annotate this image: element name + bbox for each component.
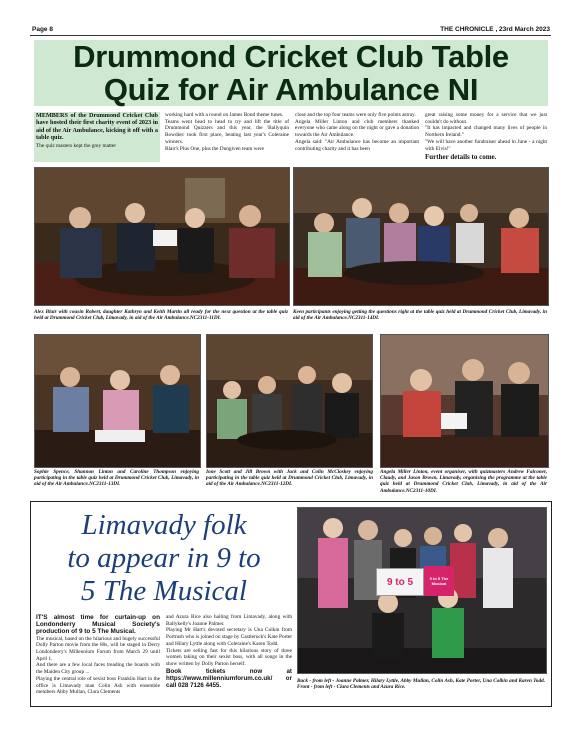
article1-column-3 bbox=[295, 112, 419, 152]
headline-banner bbox=[34, 40, 548, 106]
further-details: Further details to come. bbox=[425, 153, 497, 162]
photo-cast bbox=[297, 507, 547, 674]
caption-photo-1: Alex Blair with cousin Robert, daughter Kathryn and Keith Martin all ready for the next question at the table quiz held at Drummond Cricket Club, Limavady, in aid of the Air Ambulance.NC2311-11DL bbox=[34, 309, 288, 322]
photo-quiz-table-5 bbox=[380, 334, 549, 468]
musical-sign-number: 9 to 5 bbox=[386, 576, 414, 588]
musical-sign bbox=[376, 568, 424, 596]
caption-photo-4: Ione Scott and Jill Brown with Jack and Colin McCloskey enjoying participating in the table quiz held at Drummond Cricket Club, Limavady, in aid of the Air Ambulance.NC2311-12DL bbox=[206, 469, 373, 488]
headline-line-2: Quiz for Air Ambulance NI bbox=[103, 72, 479, 107]
article1-text: Angela said: "Air Ambulance has become an important contributing charity and it has been bbox=[295, 138, 419, 152]
article2-headline-line-3: 5 The Musical bbox=[81, 575, 247, 607]
article2-text: And there are a few local faces treading the boards with the Maiden City group ... bbox=[36, 662, 160, 676]
article1-text: The quiz masters kept the grey matter bbox=[36, 142, 117, 149]
article2-headline bbox=[38, 509, 290, 608]
article1-column-1 bbox=[36, 112, 158, 149]
article2-lead: IT'S almost time for curtain-up on Londonderry Musical Society's production of 9 to 5 The Musical. bbox=[36, 614, 160, 636]
article2-text: The musical, based on the hilarious and hugely successful Dolly Parton movie from the 80s, will be staged in Derry Londonderry's Millennium Forum from March 29 until April 1. bbox=[36, 635, 160, 662]
article2-headline-line-2: to appear in 9 to bbox=[67, 542, 261, 574]
ticket-info: Book tickets now at https://www.millenniumforum.co.uk/ or call 028 7126 4455. bbox=[166, 667, 292, 690]
caption-photo-3: Sophie Spence, Shannon Linton and Caroline Thompson enjoying participating in the table quiz held at Drummond Cricket Club, Limavady, in aid of the Air Ambulance.NC2311-13DL bbox=[34, 469, 199, 488]
article2-column-1 bbox=[36, 614, 160, 696]
headline-line-1: Drummond Cricket Club Table bbox=[73, 39, 509, 74]
article1-text: Angela Miller Linton and club members thanked everyone who came along on the night or gave a donation towards the Air Ambulance. bbox=[295, 118, 419, 139]
article2-text: Playing the central role of sexist boss Franklin Hart in the office is Limavady man Colin Ash with ensemble members Abby Mullan, Clara Clements bbox=[36, 675, 160, 696]
article2-headline-line-1: Limavady folk bbox=[81, 509, 247, 541]
article1-text: working hard with a round on James Bond theme tunes. bbox=[165, 112, 284, 118]
article2-column-2 bbox=[166, 614, 292, 689]
photo-quiz-table-3 bbox=[34, 334, 201, 468]
article1-text: great raising some money for a service that we just couldn't do without. bbox=[425, 112, 547, 125]
article1-text: Teams went head to head to try and lift the title of Drummond Quizzers and this year, the 'Ballyquin Rowdies' took first place, beating last year's Coleraine winners. bbox=[165, 118, 289, 145]
photo-quiz-table-4 bbox=[206, 334, 373, 468]
header-rule bbox=[30, 35, 551, 36]
article1-text: Blair's Plus One, plus the Dungiven team were bbox=[165, 145, 264, 152]
article1-text: "It has impacted and changed many lives of people in Northern Ireland." bbox=[425, 125, 547, 139]
article2-text: Tickets are selling fast for this hilarious story of three women taking on their sexist boss, with all songs in the show written by Dolly Parton herself. bbox=[166, 647, 292, 667]
article1-lead: MEMBERS of the Drummond Cricket Club have hosted their first charity event of 2023 in aid of the Air Ambulance, kicking it off with a table quiz. bbox=[36, 112, 158, 142]
caption-photo-6: Back - from left - Joanne Palmer, Hilary Lyttle, Abby Mullan, Colin Ash, Kate Porter, Una Colkin and Karen Todd. Front - from left - Clara Clements and Azura Rice. bbox=[297, 678, 545, 691]
article2-text: and Azura Rice also hailing from Limavady, along with Ballykelly's Joanne Palmer. bbox=[166, 614, 292, 627]
article1-column-2 bbox=[165, 112, 289, 152]
page-number: Page 8 bbox=[32, 26, 53, 33]
photo-quiz-table-2 bbox=[293, 167, 549, 306]
article1-text: close and the top four teams were only five points astray. bbox=[295, 112, 416, 118]
photo-quiz-table-1 bbox=[34, 167, 290, 306]
caption-photo-5: Angela Miller Linton, event organiser, with quizmasters Andrew Falconer, Claudy, and Jason Brown, Limavady, organising the programme at the table quiz held at Drummond Cricket Club, Limavady, in aid of the Air Ambulance.NC2311-10DL bbox=[380, 469, 547, 494]
article1-column-4 bbox=[425, 112, 547, 162]
article1-text: "We will have another fundraiser ahead in June - a night with Elvis!" bbox=[425, 138, 547, 152]
caption-photo-2: Keen participants enjoying getting the questions right at the table quiz held at Drummond Cricket Club, Limavady, in aid of the Air Ambulance.NC2311-14DL bbox=[293, 309, 547, 322]
musical-poster-text: 9 to 5 The Musical bbox=[429, 576, 449, 586]
musical-poster bbox=[424, 566, 454, 596]
article2-text: Playing Mr Hart's devoted secretary is Una Colkin from Portrush who is joined on stage by Castlerock's Kate Porter and Hilary Lyttle along with Coleraine's Karen Todd. bbox=[166, 627, 292, 647]
masthead: THE CHRONICLE , 23rd March 2023 bbox=[440, 26, 550, 33]
